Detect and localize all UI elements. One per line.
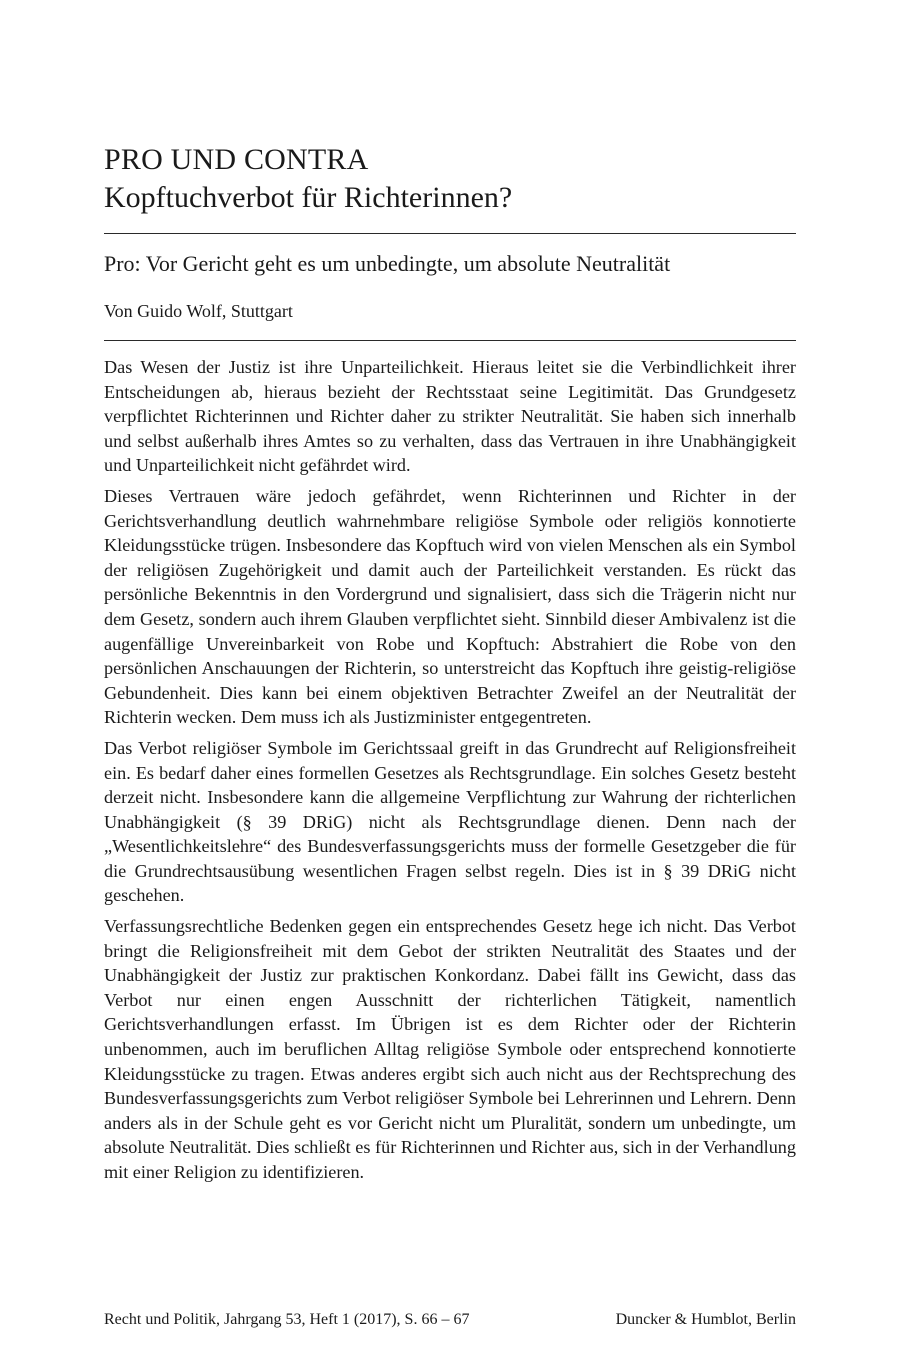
author-byline: Von Guido Wolf, Stuttgart	[104, 301, 293, 321]
body-paragraph: Das Wesen der Justiz ist ihre Unparteilichkeit. Hieraus leitet sie die Verbindlichkeit ihrer Entscheidungen ab, hieraus bezieht der Rechtsstaat seine Legitimität. Das Grundgesetz verpflichtet Richterinnen und Richter daher zu strikter Neutralität. Sie haben sich innerhalb und selbst außerhalb ihres Amtes so zu verhalten, dass das Vertrauen in ihre Unabhängigkeit und Unparteilichkeit nicht gefährdet wird.	[104, 357, 796, 476]
section-kicker: PRO UND CONTRA	[104, 143, 369, 176]
article-subtitle: Pro: Vor Gericht geht es um unbedingte, um absolute Neutralität	[104, 251, 671, 276]
body-paragraph: Dieses Vertrauen wäre jedoch gefährdet, wenn Richterinnen und Richter in der Gerichtsverhandlung deutlich wahrnehmbare religiöse Symbole oder religiös konnotierte Kleidungsstücke trügen. Insbesondere das Kopftuch wird von vielen Menschen als ein Symbol der religiösen Zugehörigkeit und damit auch der Parteilichkeit verstanden. Es rückt das persönliche Bekenntnis in den Vordergrund und signalisiert, dass sich die Trägerin nicht nur dem Gesetz, sondern auch ihrem Glauben verpflichtet sieht. Sinnbild dieser Ambivalenz ist die augenfällige Unvereinbarkeit von Robe und Kopftuch: Abstrahiert die Robe von den persönlichen Anschauungen der Richterin, so unterstreicht das Kopftuch ihre geistig-religiöse Gebundenheit. Dies kann bei einem objektiven Betrachter Zweifel an der Neutralität der Richterin wecken. Dem muss ich als Justizminister entgegentreten.	[104, 485, 796, 728]
body-paragraph: Verfassungsrechtliche Bedenken gegen ein entsprechendes Gesetz hege ich nicht. Das Verbot bringt die Religionsfreiheit mit dem Gebot der strikten Neutralität des Staates und der Unabhängigkeit der Justiz zur praktischen Konkordanz. Dabei fällt ins Gewicht, dass das Verbot nur einen engen Ausschnitt der richterlichen Tätigkeit, namentlich Gerichtsverhandlungen erfasst. Im Übrigen ist es dem Richter oder der Richterin unbenommen, auch im beruflichen Alltag religiöse Symbole oder entsprechend konnotierte Kleidungsstücke zu tragen. Etwas anderes ergibt sich auch nicht aus der Rechtsprechung des Bundesverfassungsgerichts zum Verbot religiöser Symbole bei Lehrerinnen und Lehrern. Denn anders als in der Schule geht es vor Gericht nicht um Pluralität, sondern um unbedingte, um absolute Neutralität. Dies schließt es für Richterinnen und Richter aus, sich in der Verhandlung mit einer Religion zu identifizieren.	[104, 916, 796, 1182]
byline-divider	[104, 340, 796, 341]
publisher-name: Duncker & Humblot, Berlin	[615, 1311, 796, 1328]
article-body	[104, 355, 796, 1191]
page-footer	[104, 1310, 796, 1330]
journal-citation: Recht und Politik, Jahrgang 53, Heft 1 (2017), S. 66 – 67	[104, 1311, 470, 1328]
title-divider	[104, 233, 796, 234]
body-paragraph: Das Verbot religiöser Symbole im Gerichtssaal greift in das Grundrecht auf Religionsfreiheit ein. Es bedarf daher eines formellen Gesetzes als Rechtsgrundlage. Ein solches Gesetz besteht derzeit nicht. Insbesondere kann die allgemeine Verpflichtung zur Wahrung der richterlichen Unabhängigkeit (§ 39 DRiG) nicht als Rechtsgrundlage dienen. Denn nach der „Wesentlichkeitslehre“ des Bundesverfassungsgerichts muss der formelle Gesetzgeber die für die Grundrechtsausübung wesentlichen Fragen selbst regeln. Dies ist in § 39 DRiG nicht geschehen.	[104, 737, 796, 906]
document-page	[104, 0, 796, 1366]
page-title: Kopftuchverbot für Richterinnen?	[104, 181, 513, 214]
